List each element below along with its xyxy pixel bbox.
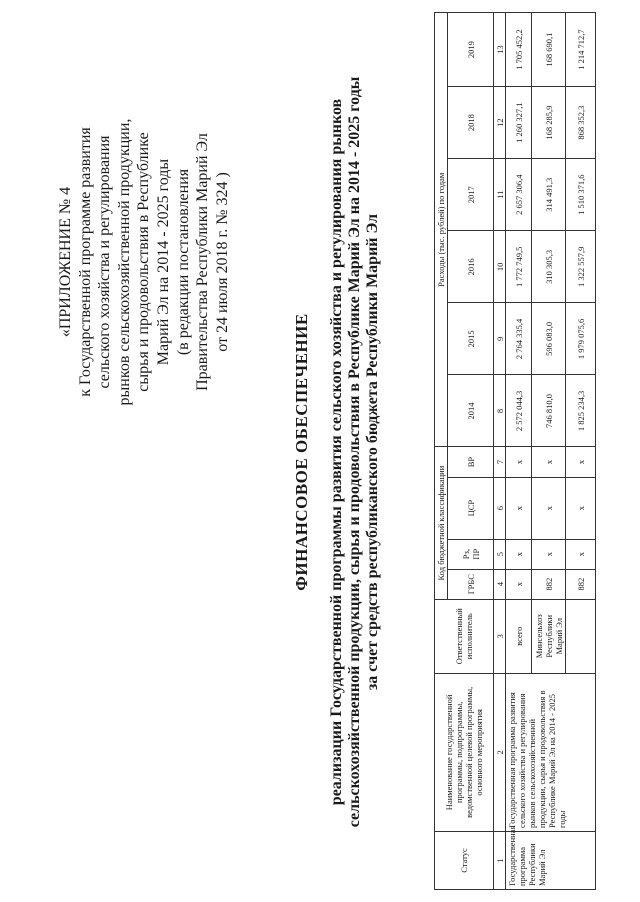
rzpr-cell: х xyxy=(566,539,596,569)
status-cell: Государственная программа Республики Марий Эл xyxy=(506,831,596,889)
column-number: 10 xyxy=(494,231,506,303)
executor-cell: Минсельхоз Республики Марий Эл xyxy=(532,599,566,673)
column-number: 9 xyxy=(494,303,506,375)
appendix-line: сырья и продовольствия в Республике xyxy=(135,132,153,392)
expense-cell: 1 825 234,3 xyxy=(566,375,596,447)
expense-cell: 2 657 306,4 xyxy=(506,159,532,231)
subtitle-line: за счет средств республиканского бюджета Республики Марий Эл xyxy=(364,213,381,691)
appendix-note xyxy=(56,42,232,482)
csr-cell: х xyxy=(506,477,532,539)
appendix-line: Марий Эл на 2014 - 2025 годы xyxy=(154,158,172,366)
expense-cell: 1 772 749,5 xyxy=(506,231,532,303)
document-title: ФИНАНСОВОЕ ОБЕСПЕЧЕНИЕ xyxy=(292,313,311,591)
expense-cell: 1 260 327,1 xyxy=(506,87,532,159)
subtitle-line: сельскохозяйственной продукции, сырья и продовольствия в Республике Марий Эл на 2014 - 2025 годы xyxy=(346,76,363,828)
expense-cell: 314 491,3 xyxy=(532,159,566,231)
appendix-line: Правительства Республики Марий Эл xyxy=(194,133,212,391)
header-name: Наименование государственной программы, подпрограммы, ведомственной целевой программы, основного мероприятия xyxy=(435,673,494,831)
appendix-line: к Государственной программе развития xyxy=(76,127,94,397)
expense-cell: 868 352,3 xyxy=(566,87,596,159)
expense-cell: 596 083,0 xyxy=(532,303,566,375)
table-header-row xyxy=(435,13,448,890)
grbs-cell: 882 xyxy=(532,569,566,599)
header-csr: ЦСР xyxy=(448,477,494,539)
appendix-line: сельского хозяйства и регулирования xyxy=(96,135,114,389)
grbs-cell: х xyxy=(506,569,532,599)
column-number: 2 xyxy=(494,673,506,831)
header-year: 2018 xyxy=(448,87,494,159)
vr-cell: х xyxy=(566,447,596,477)
expense-cell: 2 764 335,4 xyxy=(506,303,532,375)
column-number: 5 xyxy=(494,539,506,569)
column-number: 1 xyxy=(494,831,506,889)
header-rzpr: Рз, ПР xyxy=(448,539,494,569)
expense-cell: 1 510 371,6 xyxy=(566,159,596,231)
vr-cell: х xyxy=(506,447,532,477)
executor-cell xyxy=(566,599,596,673)
header-status: Статус xyxy=(435,831,494,889)
expense-cell: 168 690,1 xyxy=(532,13,566,87)
expense-cell: 168 285,9 xyxy=(532,87,566,159)
expense-cell: 2 572 044,3 xyxy=(506,375,532,447)
column-number: 7 xyxy=(494,447,506,477)
column-number: 11 xyxy=(494,159,506,231)
rzpr-cell: х xyxy=(532,539,566,569)
column-number: 13 xyxy=(494,13,506,87)
header-expenses: Расходы (тыс. рублей) по годам xyxy=(435,13,448,448)
header-budget-code: Код бюджетной классификации xyxy=(435,447,448,599)
header-executor: Ответственный исполнитель xyxy=(435,599,494,673)
column-number: 8 xyxy=(494,375,506,447)
financing-table xyxy=(434,12,596,890)
appendix-line: «ПРИЛОЖЕНИЕ № 4 xyxy=(57,186,74,338)
column-number-row xyxy=(494,13,506,890)
program-name-cell: Государственная программа развития сельского хозяйства и регулирования рынков сельскохозяйственной продукции, сырья и продовольствия в Республике Марий Эл на 2014 - 2025 годы xyxy=(506,673,596,831)
csr-cell: х xyxy=(532,477,566,539)
column-number: 12 xyxy=(494,87,506,159)
document-heading xyxy=(292,42,382,862)
appendix-line: рынков сельскохозяйственной продукции, xyxy=(115,118,133,406)
header-year: 2014 xyxy=(448,375,494,447)
document-subtitle xyxy=(328,42,382,862)
executor-cell: всего xyxy=(506,599,532,673)
header-year: 2016 xyxy=(448,231,494,303)
vr-cell: х xyxy=(532,447,566,477)
expense-cell: 1 214 712,7 xyxy=(566,13,596,87)
column-number: 3 xyxy=(494,599,506,673)
expense-cell: 746 810,0 xyxy=(532,375,566,447)
column-number: 4 xyxy=(494,569,506,599)
expense-cell: 1 322 557,9 xyxy=(566,231,596,303)
expense-cell: 1 705 452,2 xyxy=(506,13,532,87)
header-year: 2015 xyxy=(448,303,494,375)
expense-cell: 310 305,3 xyxy=(532,231,566,303)
table-row xyxy=(506,13,532,890)
appendix-line: от 24 июля 2018 г. № 324 ) xyxy=(213,172,231,352)
header-year: 2017 xyxy=(448,159,494,231)
header-vr: ВР xyxy=(448,447,494,477)
expense-cell: 1 979 075,6 xyxy=(566,303,596,375)
column-number: 6 xyxy=(494,477,506,539)
grbs-cell: 882 xyxy=(566,569,596,599)
csr-cell: х xyxy=(566,477,596,539)
subtitle-line: реализации Государственной программы развития сельского хозяйства и регулирования рынков xyxy=(328,98,345,806)
header-year: 2019 xyxy=(448,13,494,87)
header-grbs: ГРБС xyxy=(448,569,494,599)
rzpr-cell: х xyxy=(506,539,532,569)
appendix-line: (в редакции постановления xyxy=(174,168,192,356)
